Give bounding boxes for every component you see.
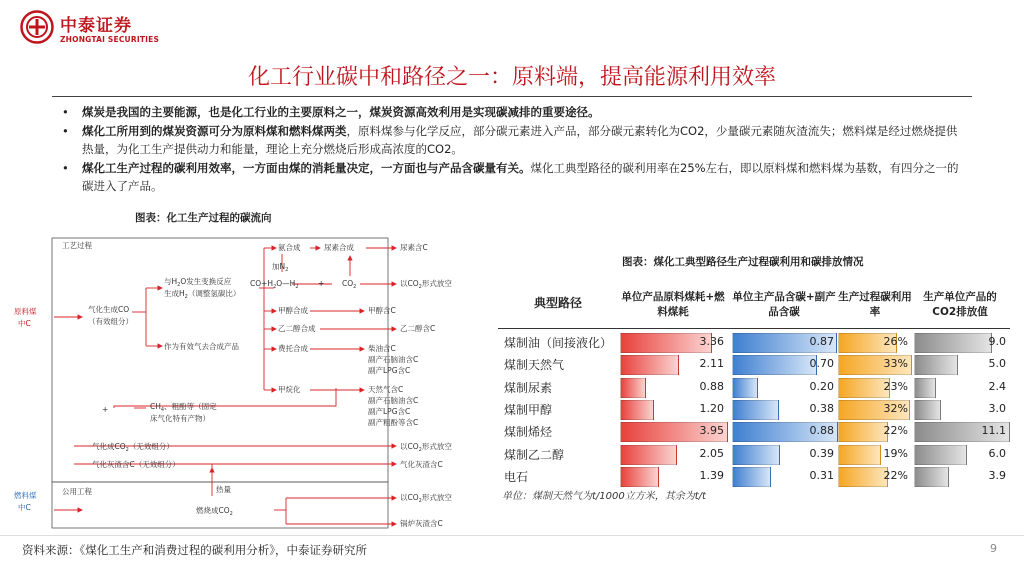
fuel-coal-label: 燃料煤 xyxy=(14,491,37,500)
heat-label: 热量 xyxy=(216,485,231,494)
bullet-dot-icon: • xyxy=(62,105,69,119)
as-gas-label: 作为有效气去合成产品 xyxy=(164,342,239,351)
data-value-util: 23% xyxy=(883,379,908,393)
data-value-coal: 2.05 xyxy=(699,446,724,460)
data-value-carbon: 0.70 xyxy=(809,357,834,371)
data-value-util: 26% xyxy=(883,335,908,348)
carbon-utilization-table xyxy=(498,280,1018,500)
company-logo xyxy=(20,8,180,48)
urea-label: 尿素合成 xyxy=(324,243,354,252)
data-value-carbon: 0.88 xyxy=(809,424,834,438)
source-text: 资料来源：《煤化工生产和消费过程的碳利用分析》，中泰证券研究所 xyxy=(22,543,367,557)
data-value-coal: 3.36 xyxy=(699,335,724,348)
row-path-name: 煤制甲醇 xyxy=(504,402,553,417)
page-number: 9 xyxy=(990,542,997,555)
gasify-sub-label: （有效组分） xyxy=(88,317,133,326)
bullet-bold-text: 煤炭是我国的主要能源，也是化工行业的主要原料之一，煤炭资源高效利用是实现碳减排的重要途径。 xyxy=(82,105,600,119)
burn-emit-label: 以$CO_2$形式放空 xyxy=(400,493,452,504)
h2-gen-label: 生成$H_2$（调整氢碳比） xyxy=(164,289,241,300)
methanol-c-label: 甲醇含C xyxy=(368,306,396,315)
right-table-caption: 图表：煤化工典型路径生产过程碳利用和碳排放情况 xyxy=(622,256,864,268)
data-value-carbon: 0.39 xyxy=(809,446,834,460)
h2o-shift-label: 与$H_2O$发生变换反应 xyxy=(164,277,232,288)
data-value-co2: 3.0 xyxy=(988,401,1006,415)
row-path-name: 电石 xyxy=(504,469,529,484)
data-value-co2: 5.0 xyxy=(988,357,1006,371)
footer-divider xyxy=(0,535,1024,536)
add-n2-label: 加$N_2$ xyxy=(272,262,289,273)
header-path: 典型路径 xyxy=(533,296,582,310)
ch4-label: $CH_4$、粗酚等（固定 xyxy=(150,402,217,413)
m-c3-label: 副产LPG含C xyxy=(368,407,411,416)
unit-note: 单位：煤制天然气为t/1000立方米，其余为t/t xyxy=(502,491,706,502)
bullet-item xyxy=(56,103,966,122)
logo-text-cn: 中泰证券 xyxy=(60,16,132,36)
carbon-flow-diagram xyxy=(14,228,474,532)
ft-c3-label: 副产LPG含C xyxy=(368,366,411,375)
data-value-coal: 3.95 xyxy=(699,424,724,438)
data-value-util: 22% xyxy=(883,468,908,482)
data-value-carbon: 0.20 xyxy=(809,379,834,393)
header-utilization: 生产过程碳利用率 xyxy=(838,291,912,318)
header-carbon-content: 单位主产品含碳+副产品含碳 xyxy=(732,291,836,318)
methanation-label: 甲烷化 xyxy=(278,385,301,394)
ft-c1-label: 柴油含C xyxy=(368,344,396,353)
bullet-item xyxy=(56,122,966,159)
urea-c-label: 尿素含C xyxy=(400,243,428,252)
data-value-co2: 9.0 xyxy=(988,335,1006,348)
ft-c2-label: 副产石脑油含C xyxy=(368,355,419,364)
data-value-coal: 0.88 xyxy=(699,379,724,393)
left-chart-caption: 图表：化工生产过程的碳流向 xyxy=(135,212,272,224)
boiler-ash-label: 锅炉灰渣含C xyxy=(400,519,443,528)
ch4-plus-label: + xyxy=(102,405,109,414)
data-value-co2: 2.4 xyxy=(988,379,1006,393)
row-path-name: 煤制烯烃 xyxy=(504,425,553,440)
header-divider xyxy=(498,328,1010,329)
row-path-name: 煤制尿素 xyxy=(504,380,553,395)
data-value-co2: 6.0 xyxy=(988,446,1006,460)
ash-c-label: 气化灰渣含C xyxy=(400,460,443,469)
bullet-text: 煤化工典型路径的碳利用率在25%左右，即以原料煤和燃料煤为基数，有四分之一的碳进入了产品。 xyxy=(82,160,959,193)
bullet-dot-icon: • xyxy=(62,123,69,138)
bullet-text: ，原料煤参与化学反应，部分碳元素进入产品，部分碳元素转化为CO2，少量碳元素随灰渣流失；燃料煤是经过燃烧提供热量，为化工生产提供动力和能量，理论上充分燃烧后形成高浓度的CO2。 xyxy=(82,123,958,156)
page-title: 化工行业碳中和路径之一：原料端，提高能源利用效率 xyxy=(247,65,776,90)
ammonia-label: 氨合成 xyxy=(278,243,301,252)
logo-text-en: ZHONGTAI SECURITIES xyxy=(60,35,160,44)
burn-label: 燃烧成$CO_2$ xyxy=(196,506,233,517)
data-value-util: 33% xyxy=(883,357,908,371)
header-co2: 生产单位产品的CO2排放值 xyxy=(923,291,997,318)
ch4-sub-label: 床气化特有产物） xyxy=(150,414,210,423)
row-path-name: 煤制乙二醇 xyxy=(504,447,565,462)
m-c2-label: 副产石脑油含C xyxy=(368,396,419,405)
fuel-coal-c-label: 中C xyxy=(18,503,31,512)
process-label: 工艺过程 xyxy=(62,241,92,250)
title-divider xyxy=(52,96,972,97)
data-value-co2: 11.1 xyxy=(981,424,1006,438)
bullet-bold-text: 煤化工生产过程的碳利用效率，一方面由煤的消耗量决定，一方面也与产品含碳量有关。 xyxy=(82,160,531,175)
eg-label: 乙二醇合成 xyxy=(278,324,316,333)
zhongtai-logo-icon xyxy=(20,10,54,44)
bullet-bold-text: 煤化工所用到的煤炭资源可分为原料煤和燃料煤两类 xyxy=(82,123,347,138)
data-value-co2: 3.9 xyxy=(988,468,1006,482)
bullet-item xyxy=(56,159,966,196)
raw-coal-label: 原料煤 xyxy=(14,307,37,316)
ash-label: 气化灰渣含C（无效组分） xyxy=(92,460,180,469)
co2-label: $CO_2$ xyxy=(342,279,357,290)
data-value-coal: 1.39 xyxy=(699,468,724,482)
co2-emit-label: 以$CO_2$形式放空 xyxy=(400,279,452,290)
data-value-coal: 2.11 xyxy=(699,357,724,371)
utility-label: 公用工程 xyxy=(62,487,92,496)
data-value-carbon: 0.38 xyxy=(809,401,834,415)
methanol-label: 甲醇合成 xyxy=(278,306,308,315)
data-value-util: 32% xyxy=(883,401,908,415)
plus-label: + xyxy=(318,279,325,288)
data-value-util: 22% xyxy=(883,424,908,438)
bullet-dot-icon: • xyxy=(62,160,69,175)
data-value-carbon: 0.31 xyxy=(809,468,834,482)
row-path-name: 煤制油（间接液化） xyxy=(504,336,613,350)
gasify-label: 气化生成CO xyxy=(88,305,130,314)
data-value-coal: 1.20 xyxy=(699,401,724,415)
raw-coal-c-label: 中C xyxy=(18,319,31,328)
m-c4-label: 副产粗酚等含C xyxy=(368,418,419,427)
m-c1-label: 天然气含C xyxy=(368,385,404,394)
data-value-util: 19% xyxy=(883,446,908,460)
ft-label: 费托合成 xyxy=(278,344,308,353)
co-h2o-label: $CO+H_2O—H_2$ xyxy=(250,279,299,290)
gas-co2-emit-label: 以$CO_2$形式放空 xyxy=(400,442,452,453)
header-coal-use: 单位产品原料煤耗+燃料煤耗 xyxy=(621,291,725,318)
eg-c-label: 乙二醇含C xyxy=(400,324,436,333)
data-value-carbon: 0.87 xyxy=(809,335,834,348)
gas-co2-label: 气化成$CO_2$（无效组分） xyxy=(92,442,174,453)
bullet-list xyxy=(56,103,966,196)
row-path-name: 煤制天然气 xyxy=(504,358,565,373)
